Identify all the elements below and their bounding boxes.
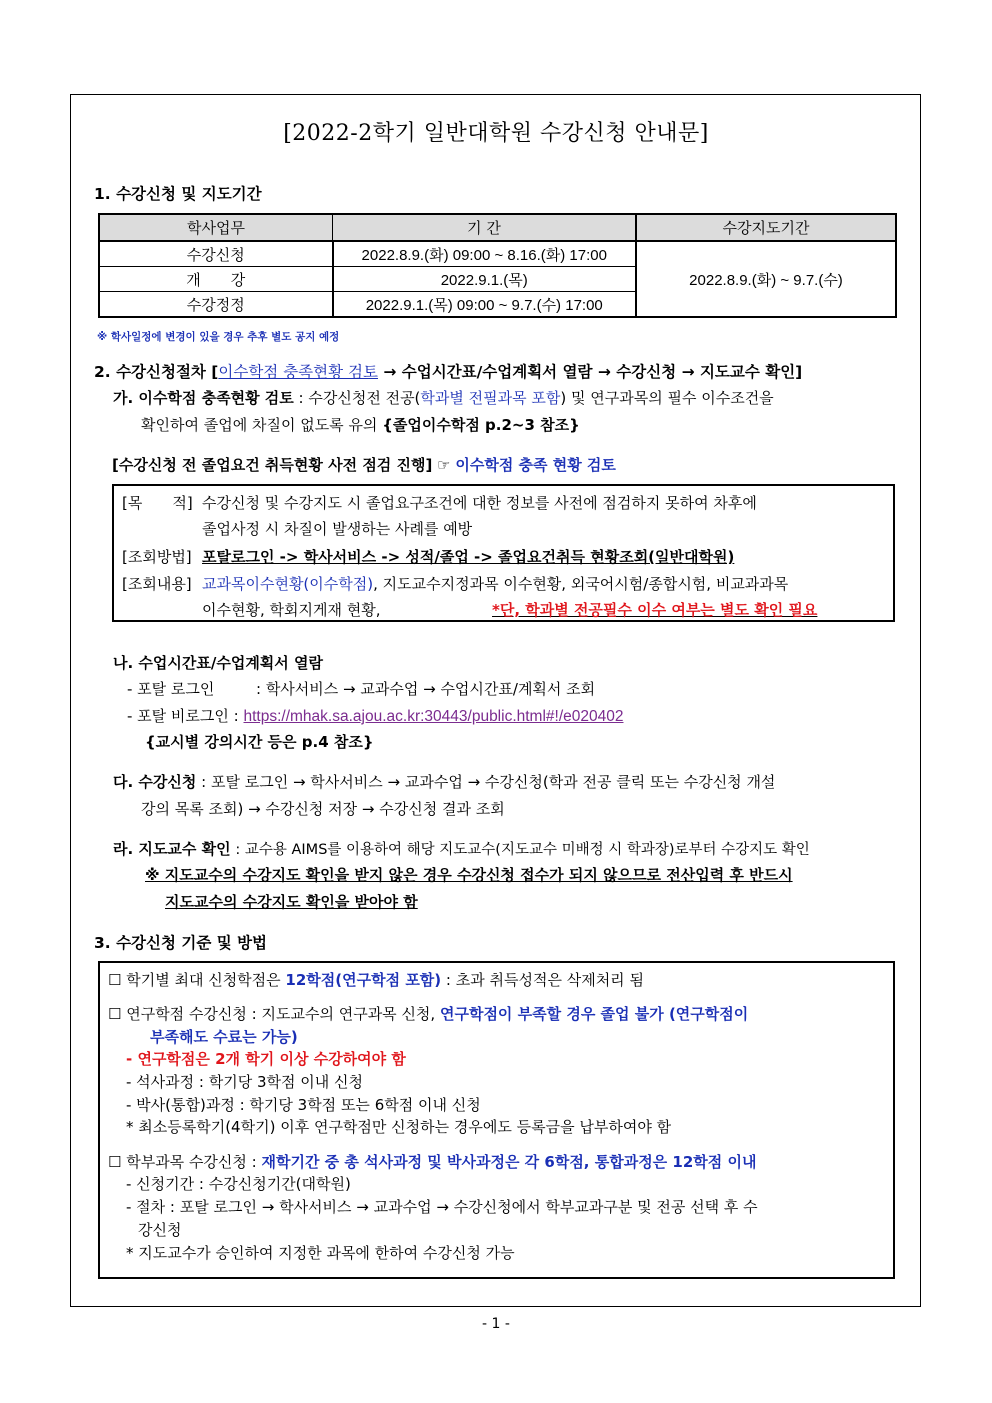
pointer-icon: ☞ <box>432 456 456 474</box>
ga-text1: : 수강신청전 전공( <box>293 389 421 407</box>
ga-label: 가. 이수학점 충족현황 검토 <box>113 389 294 407</box>
box-purpose-line1: 수강신청 및 수강지도 시 졸업요구조건에 대한 정보를 사전에 점검하지 못하여 차후에 <box>202 494 757 512</box>
precheck-line <box>112 454 616 475</box>
row-task: 개 강 <box>99 267 333 292</box>
s3-item3-red: 재학기간 중 총 석사과정 및 박사과정은 각 6학점, 통합과정은 12학점 이내 <box>261 1153 757 1171</box>
na-item1-text: : 학사서비스 → 교과수업 → 수업시간표/계획서 조회 <box>256 680 596 698</box>
ra-label: 라. 지도교수 확인 <box>113 840 231 858</box>
box-method-label: [조회방법] <box>122 548 192 566</box>
s3-item3 <box>108 1151 756 1172</box>
table-header-row <box>99 214 896 241</box>
ra-line1 <box>113 838 810 859</box>
section3-heading: 3. 수강신청 기준 및 방법 <box>94 934 268 952</box>
row-period: 2022.8.9.(화) 09:00 ~ 8.16.(화) 17:00 <box>333 241 637 267</box>
schedule-note: ※ 학사일정에 변경이 있을 경우 추후 별도 공지 예정 <box>97 331 340 343</box>
row-period: 2022.9.1.(목) 09:00 ~ 9.7.(수) 17:00 <box>333 292 637 318</box>
na-item2 <box>127 705 624 726</box>
s3-item1-bold: 12학점(연구학점 포함) <box>285 971 442 989</box>
s3-item2-sub4: * 최소등록학기(4학기) 이후 연구학점만 신청하는 경우에도 등록금을 납부하여야 함 <box>126 1118 672 1136</box>
section2-heading-prefix: 2. 수강신청절차 [ <box>94 363 219 381</box>
box-content-line2: 이수현황, 학회지게재 현황, <box>202 601 381 619</box>
header-task: 학사업무 <box>99 214 333 241</box>
da-line1 <box>113 771 775 792</box>
section2-heading <box>94 360 802 382</box>
box-purpose-line2: 졸업사정 시 차질이 발생하는 사례를 예방 <box>202 520 473 538</box>
timetable-url-link[interactable]: https://mhak.sa.ajou.ac.kr:30443/public.html#!/e020402 <box>243 708 624 725</box>
s3-item2 <box>108 1003 748 1024</box>
ra-warn2: 지도교수의 수강지도 확인을 받아야 함 <box>165 893 418 911</box>
guidance-period: 2022.8.9.(화) ~ 9.7.(수) <box>636 241 896 317</box>
precheck-label: [수강신청 전 졸업요건 취득현황 사전 점검 진행] <box>112 456 433 474</box>
box-content-blue: 교과목이수현황(이수학점) <box>202 575 374 593</box>
precheck-link[interactable]: 이수학점 충족 현황 검토 <box>455 456 616 474</box>
s3-item3-sub2: - 절차 : 포탈 로그인 → 학사서비스 → 교과수업 → 수강신청에서 학부교과구분 및 전공 선택 후 수 <box>126 1198 758 1216</box>
da-text1: : 포탈 로그인 → 학사서비스 → 교과수업 → 수강신청(학과 전공 클릭 또는 수강신청 개설 <box>196 773 776 791</box>
s3-item2-blue2: 부족해도 수료는 가능) <box>150 1028 298 1046</box>
s3-item1 <box>108 969 644 990</box>
box-content-line1 <box>202 573 788 594</box>
s3-item3-prefix: ☐ 학부과목 수강신청 : <box>108 1153 262 1171</box>
row-task: 수강신청 <box>99 241 333 267</box>
s3-item3-sub3: * 지도교수가 승인하여 지정한 과목에 한하여 수강신청 가능 <box>126 1244 515 1262</box>
ga-line2 <box>141 414 580 435</box>
schedule-table <box>98 213 897 318</box>
row-task: 수강정정 <box>99 292 333 318</box>
box-content-text1: , 지도교수지정과목 이수현황, 외국어시험/종합시험, 비교과과목 <box>373 575 789 593</box>
s3-item1-prefix: ☐ 학기별 최대 신청학점은 <box>108 971 286 989</box>
s3-item3-sub2b: 강신청 <box>138 1221 182 1239</box>
s3-item3-sub1: - 신청기간 : 수강신청기간(대학원) <box>126 1175 351 1193</box>
ra-text1: : 교수용 AIMS를 이용하여 해당 지도교수(지도교수 미배정 시 학과장)로부터 수강지도 확인 <box>235 842 810 858</box>
da-label: 다. 수강신청 <box>113 773 197 791</box>
row-period: 2022.9.1.(목) <box>333 267 637 292</box>
ga-line2-bold: {졸업이수학점 p.2~3 참조} <box>382 416 580 434</box>
section1-heading: 1. 수강신청 및 지도기간 <box>94 185 262 203</box>
ga-text-blue: 학과별 전필과목 포함 <box>420 389 561 407</box>
s3-item2-blue: 연구학점이 부족할 경우 졸업 불가 (연구학점이 <box>439 1005 749 1023</box>
header-guidance: 수강지도기간 <box>636 214 896 241</box>
header-period: 기 간 <box>333 214 637 241</box>
s3-item2-prefix: ☐ 연구학점 수강신청 : 지도교수의 연구과목 신청, <box>108 1005 440 1023</box>
s3-item2-sub3: - 박사(통합)과정 : 학기당 3학점 또는 6학점 이내 신청 <box>126 1096 481 1114</box>
na-label: 나. 수업시간표/수업계획서 열람 <box>113 654 323 672</box>
s3-item2-sub2: - 석사과정 : 학기당 3학점 이내 신청 <box>126 1073 363 1091</box>
credit-check-link[interactable]: 이수학점 충족현황 검토 <box>218 363 378 381</box>
ga-text2: ) 및 연구과목의 필수 이수조건을 <box>560 389 774 407</box>
table-row <box>99 241 896 267</box>
na-item1-label: - 포탈 로그인 <box>127 680 215 698</box>
na-item3: {교시별 강의시간 등은 p.4 참조} <box>145 733 374 751</box>
s3-item2-sub1: - 연구학점은 2개 학기 이상 수강하여야 함 <box>126 1050 406 1068</box>
da-line2: 강의 목록 조회) → 수강신청 저장 → 수강신청 결과 조회 <box>141 800 505 818</box>
s3-item1-suffix: : 초과 취득성적은 삭제처리 됨 <box>441 971 644 989</box>
na-item2-label: - 포탈 비로그인 : <box>127 707 239 725</box>
box-content-label: [조회내용] <box>122 575 192 593</box>
page-number: - 1 - <box>482 1316 510 1332</box>
ga-line2-text: 확인하여 졸업에 차질이 없도록 유의 <box>141 416 383 434</box>
ra-warn1: ※ 지도교수의 수강지도 확인을 받지 않은 경우 수강신청 접수가 되지 않으므로 전산입력 후 반드시 <box>145 866 793 884</box>
document-title: [2022-2학기 일반대학원 수강신청 안내문] <box>283 121 709 146</box>
box-content-red: *단, 학과별 전공필수 이수 여부는 별도 확인 필요 <box>492 601 818 619</box>
ga-line1 <box>113 387 774 408</box>
box-method-text: 포탈로그인 -> 학사서비스 -> 성적/졸업 -> 졸업요건취득 현황조회(일반대학원) <box>202 548 735 566</box>
section2-heading-suffix: → 수업시간표/수업계획서 열람 → 수강신청 → 지도교수 확인] <box>377 363 803 381</box>
box-purpose-label: [목 적] <box>122 494 193 512</box>
